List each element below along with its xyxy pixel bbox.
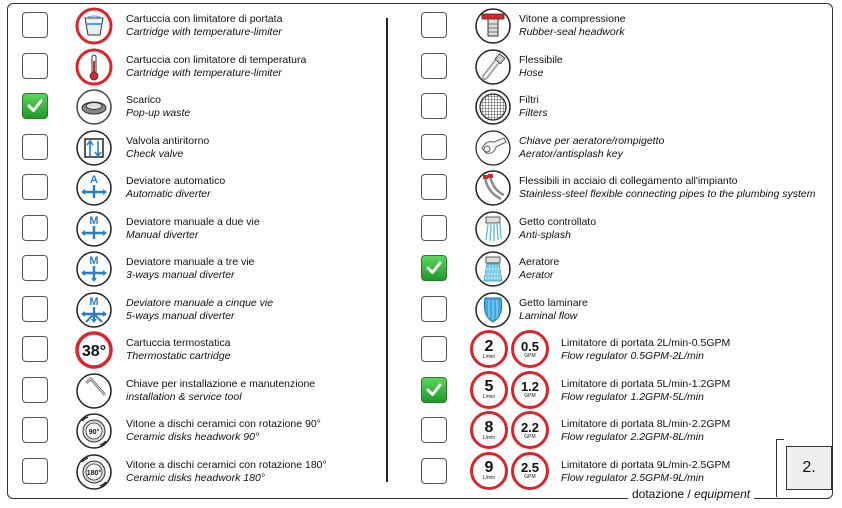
- gpm-value: 0.5: [520, 338, 540, 354]
- item-label-en: Aerator/antisplash key: [519, 147, 623, 160]
- item-text: [519, 297, 588, 323]
- item-label-en: Manual diverter: [126, 228, 199, 241]
- item-label-it: Flessibili in acciaio di collegamento all'impianto: [519, 175, 738, 187]
- item-text: [519, 256, 559, 282]
- item-label-en: Rubber-seal headwork: [519, 26, 625, 38]
- item-label-en: Laminal flow: [519, 309, 578, 322]
- item-checkbox[interactable]: [22, 255, 48, 281]
- item-label-it: Scarico: [126, 94, 162, 106]
- item-label-it: Valvola antiritorno: [126, 134, 210, 147]
- item-text: [519, 94, 548, 120]
- diverter-letter: M: [89, 255, 99, 267]
- item-label-en: Flow regulator 0.5GPM-2L/min: [561, 350, 704, 362]
- item-label-it: Cartuccia termostatica: [126, 337, 231, 349]
- lmin-value: 2: [484, 337, 494, 355]
- item-checkbox[interactable]: [22, 93, 48, 119]
- item-text: [561, 378, 730, 404]
- lmin-badge-icon: [470, 411, 508, 449]
- item-label-en: Flow regulator 2.2GPM-8L/min: [561, 431, 704, 443]
- filter-mesh-icon: [473, 87, 513, 127]
- item-label-it: Deviatore manuale a due vie: [126, 215, 260, 228]
- item-text: [126, 256, 254, 282]
- lmin-unit: L/min: [482, 434, 496, 441]
- item-checkbox[interactable]: [22, 458, 48, 484]
- item-checkbox[interactable]: [22, 53, 48, 79]
- item-checkbox[interactable]: [22, 336, 48, 362]
- item-label-en: Hose: [519, 66, 544, 79]
- gpm-unit: GPM: [524, 352, 536, 359]
- item-text: [519, 216, 596, 242]
- item-label-en: Flow regulator 1.2GPM-5L/min: [561, 390, 704, 403]
- gpm-value: 2.2: [520, 419, 540, 435]
- compression-headwork-icon: [473, 6, 513, 46]
- footer-label-it: dotazione /: [632, 487, 695, 501]
- item-checkbox[interactable]: [22, 174, 48, 200]
- gpm-badge-icon: [511, 371, 549, 409]
- laminar-flow-icon: [473, 290, 513, 330]
- item-label-en: Aerator: [519, 269, 554, 281]
- item-label-it: Deviatore manuale a tre vie: [126, 256, 255, 268]
- item-label-it: Limitatore di portata 8L/min-2.2GPM: [561, 418, 731, 430]
- hex-key-icon: [74, 371, 114, 411]
- item-checkbox[interactable]: [22, 377, 48, 403]
- item-label-en: Cartridge with temperature-limiter: [126, 26, 282, 38]
- diverter-letter: A: [90, 174, 98, 186]
- rotation-label: 180°: [86, 469, 102, 477]
- item-label-it: Getto laminare: [519, 296, 588, 309]
- item-label-it: Aeratore: [519, 256, 560, 268]
- item-text: [126, 175, 225, 201]
- automatic-diverter-icon: [74, 168, 114, 208]
- item-checkbox[interactable]: [421, 377, 447, 403]
- item-label-en: Check valve: [126, 147, 184, 160]
- lmin-badge-icon: [470, 371, 508, 409]
- gpm-unit: GPM: [524, 433, 536, 440]
- item-checkbox[interactable]: [421, 12, 447, 38]
- item-label-it: Cartuccia con limitatore di temperatura: [126, 53, 307, 66]
- item-checkbox[interactable]: [421, 417, 447, 443]
- item-text: [126, 459, 327, 485]
- item-text: [519, 54, 563, 80]
- item-text: [126, 216, 260, 242]
- gpm-badge-icon: [511, 411, 549, 449]
- item-label-en: Anti-splash: [519, 228, 571, 241]
- item-label-it: Vitone a dischi ceramici con rotazione 180°: [126, 458, 327, 471]
- item-text: [519, 13, 626, 39]
- thermostatic-38-icon: [74, 330, 114, 370]
- item-checkbox[interactable]: [22, 12, 48, 38]
- item-label-it: Limitatore di portata 5L/min-1.2GPM: [561, 377, 731, 390]
- item-text: [126, 418, 321, 444]
- lmin-value: 9: [484, 459, 494, 476]
- check-valve-icon: [74, 128, 114, 168]
- checkmark-icon: [425, 259, 443, 277]
- footer-label-en: equipment: [694, 487, 751, 501]
- item-label-en: Stainless-steel flexible connecting pipes to the plumbing system: [519, 188, 816, 200]
- item-label-it: Filtri: [519, 94, 539, 106]
- item-label-en: Ceramic disks headwork 90°: [126, 431, 260, 443]
- item-checkbox[interactable]: [22, 296, 48, 322]
- item-checkbox[interactable]: [421, 93, 447, 119]
- item-text: [519, 135, 664, 161]
- aerator-key-icon: [473, 128, 513, 168]
- item-checkbox[interactable]: [421, 134, 447, 160]
- checkmark-icon: [26, 97, 44, 115]
- manual-diverter-5way-icon: [74, 290, 114, 330]
- item-label-en: Ceramic disks headwork 180°: [126, 471, 266, 484]
- item-text: [126, 54, 306, 80]
- anti-splash-icon: [473, 209, 513, 249]
- item-label-en: Flow regulator 2.5GPM-9L/min: [561, 471, 704, 484]
- diverter-letter: M: [89, 295, 99, 308]
- cartridge-flow-limiter-icon: [74, 6, 114, 46]
- item-checkbox[interactable]: [421, 53, 447, 79]
- item-checkbox[interactable]: [421, 174, 447, 200]
- gpm-unit: GPM: [524, 393, 536, 399]
- gpm-value: 1.2: [520, 379, 540, 394]
- item-checkbox[interactable]: [421, 458, 447, 484]
- lmin-badge-icon: [470, 452, 508, 490]
- column-divider: [386, 18, 388, 482]
- thermostat-badge: 38°: [81, 343, 107, 360]
- item-text: [126, 297, 273, 323]
- popup-waste-icon: [74, 87, 114, 127]
- item-text: [519, 175, 816, 201]
- item-label-en: Cartridge with temperature-limiter: [126, 66, 282, 79]
- lmin-unit: L/min: [482, 394, 496, 400]
- item-text: [561, 459, 730, 485]
- manual-diverter-3way-icon: [74, 249, 114, 289]
- item-label-it: Deviatore automatico: [126, 175, 226, 187]
- item-label-en: installation & service tool: [126, 390, 242, 403]
- hose-icon: [473, 47, 513, 87]
- lmin-value: 8: [484, 418, 494, 436]
- ceramic-90-icon: [74, 411, 114, 451]
- gpm-value: 2.5: [520, 460, 540, 475]
- item-label-en: Filters: [519, 107, 548, 119]
- item-label-en: 3-ways manual diverter: [126, 269, 235, 281]
- item-label-it: Vitone a dischi ceramici con rotazione 90°: [126, 418, 321, 430]
- item-label-it: Cartuccia con limitatore di portata: [126, 13, 283, 25]
- lmin-badge-icon: [470, 330, 508, 368]
- item-label-it: Chiave per aeratore/rompigetto: [519, 134, 665, 147]
- item-label-it: Limitatore di portata 9L/min-2.5GPM: [561, 458, 731, 471]
- thermometer-icon: [74, 47, 114, 87]
- lmin-unit: L/min: [482, 353, 496, 360]
- footer-label: [628, 487, 754, 501]
- item-checkbox[interactable]: [421, 255, 447, 281]
- item-label-it: Deviatore manuale a cinque vie: [126, 296, 274, 309]
- item-checkbox[interactable]: [421, 296, 447, 322]
- rotation-label: 90°: [88, 429, 100, 436]
- item-checkbox[interactable]: [22, 417, 48, 443]
- item-checkbox[interactable]: [421, 215, 447, 241]
- gpm-badge-icon: [511, 330, 549, 368]
- item-label-en: 5-ways manual diverter: [126, 309, 235, 322]
- item-label-it: Flessibile: [519, 53, 563, 66]
- item-label-en: Pop-up waste: [126, 107, 191, 119]
- item-checkbox[interactable]: [421, 336, 447, 362]
- manual-diverter-2way-icon: [74, 209, 114, 249]
- lmin-value: 5: [484, 378, 494, 395]
- item-text: [126, 337, 230, 363]
- item-text: [561, 418, 730, 444]
- item-label-it: Limitatore di portata 2L/min-0.5GPM: [561, 337, 731, 349]
- item-label-it: Getto controllato: [519, 215, 597, 228]
- item-label-en: Thermostatic cartridge: [126, 350, 231, 362]
- item-text: [126, 94, 190, 120]
- aerator-icon: [473, 249, 513, 289]
- item-text: [561, 337, 730, 363]
- item-text: [126, 13, 282, 39]
- footer-corner-line: [776, 439, 784, 497]
- item-label-it: Vitone a compressione: [519, 13, 626, 25]
- ceramic-180-icon: [74, 452, 114, 492]
- page-number: 2.: [786, 446, 832, 490]
- checkmark-icon: [425, 381, 443, 399]
- diverter-letter: M: [89, 214, 99, 227]
- lmin-unit: L/min: [482, 475, 496, 481]
- item-label-en: Automatic diverter: [126, 188, 211, 200]
- item-checkbox[interactable]: [22, 134, 48, 160]
- gpm-unit: GPM: [524, 474, 536, 480]
- item-text: [126, 135, 209, 161]
- steel-pipes-icon: [473, 168, 513, 208]
- item-checkbox[interactable]: [22, 215, 48, 241]
- item-text: [126, 378, 315, 404]
- gpm-badge-icon: [511, 452, 549, 490]
- item-label-it: Chiave per installazione e manutenzione: [126, 377, 316, 390]
